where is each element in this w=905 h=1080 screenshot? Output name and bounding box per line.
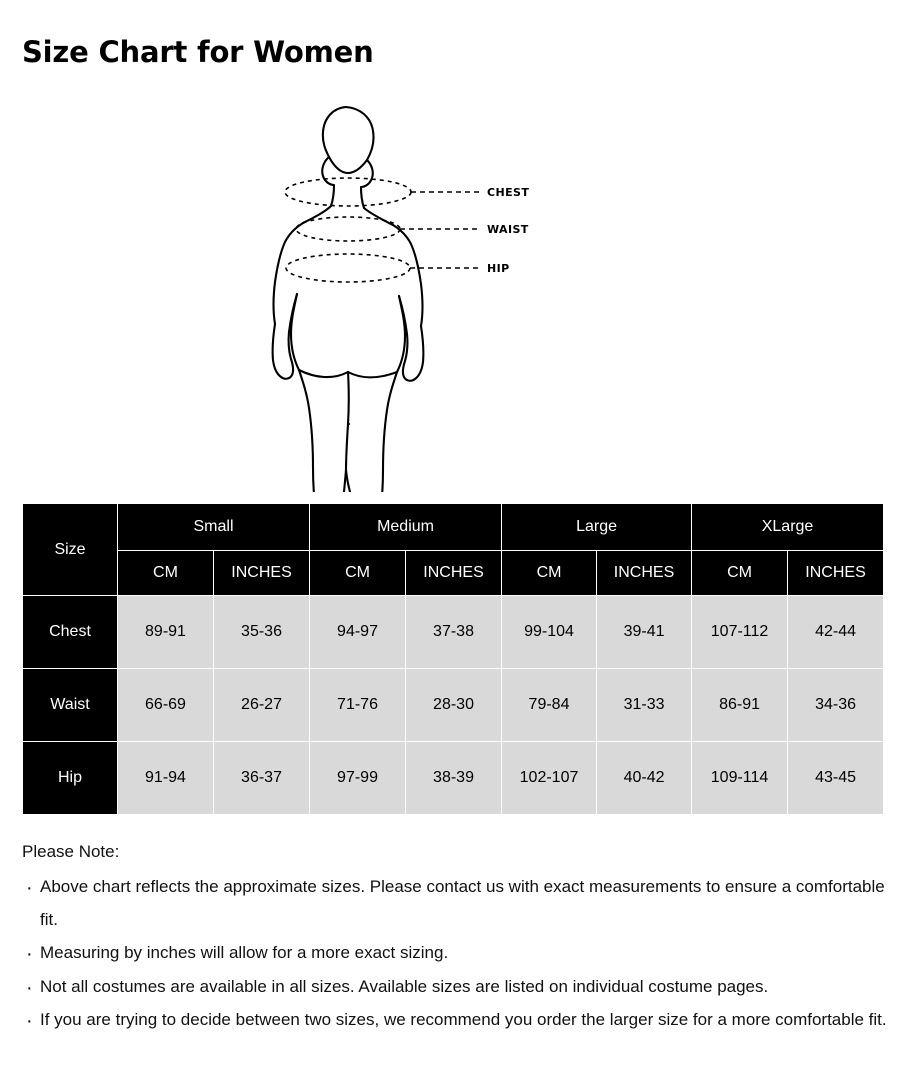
cell-waist-xlarge-cm: 86-91 [692,669,788,742]
hip-ellipse [286,254,410,282]
row-label-waist: Waist [23,669,118,742]
cell-hip-large-cm: 102-107 [502,742,597,815]
chest-ellipse [285,178,411,206]
cell-chest-xlarge-cm: 107-112 [692,596,788,669]
cell-waist-large-inches: 31-33 [597,669,692,742]
header-unit-small-inches: INCHES [214,551,310,596]
header-unit-medium-cm: CM [310,551,406,596]
notes-heading: Please Note: [22,842,120,861]
header-size-medium: Medium [310,504,502,551]
cell-waist-xlarge-inches: 34-36 [788,669,884,742]
cell-chest-medium-inches: 37-38 [406,596,502,669]
cell-chest-small-cm: 89-91 [118,596,214,669]
cell-chest-xlarge-inches: 42-44 [788,596,884,669]
header-size-large: Large [502,504,692,551]
table-row [23,742,884,815]
size-table [22,503,884,815]
cell-hip-xlarge-inches: 43-45 [788,742,884,815]
header-size-small: Small [118,504,310,551]
waist-ellipse [296,217,400,241]
cell-waist-medium-cm: 71-76 [310,669,406,742]
header-size-corner: Size [23,504,118,596]
header-unit-xlarge-cm: CM [692,551,788,596]
notes-list [22,870,892,1036]
table-header-sizes [23,504,884,551]
cell-waist-small-inches: 26-27 [214,669,310,742]
table-row [23,669,884,742]
cell-chest-small-inches: 35-36 [214,596,310,669]
cell-hip-xlarge-cm: 109-114 [692,742,788,815]
note-item-4: · If you are trying to decide between two sizes, we recommend you order the larger size for a more comfortable fit. [22,1003,892,1036]
header-unit-large-inches: INCHES [597,551,692,596]
note-item-2: · Measuring by inches will allow for a more exact sizing. [22,936,892,969]
header-unit-xlarge-inches: INCHES [788,551,884,596]
chest-label: CHEST [486,186,529,199]
note-item-3: · Not all costumes are available in all sizes. Available sizes are listed on individual costume pages. [22,970,892,1003]
cell-chest-large-inches: 39-41 [597,596,692,669]
body-measurement-figure [0,72,905,492]
header-unit-large-cm: CM [502,551,597,596]
cell-hip-small-inches: 36-37 [214,742,310,815]
page-title: Size Chart for Women [22,35,374,70]
row-label-hip: Hip [23,742,118,815]
cell-hip-large-inches: 40-42 [597,742,692,815]
note-item-1: · Above chart reflects the approximate sizes. Please contact us with exact measurements to ensure a comfortable fit. [22,870,892,936]
cell-waist-medium-inches: 28-30 [406,669,502,742]
cell-hip-small-cm: 91-94 [118,742,214,815]
hip-label: HIP [486,262,510,275]
size-table-wrapper [22,503,883,815]
cell-hip-medium-cm: 97-99 [310,742,406,815]
table-header-units [23,551,884,596]
cell-chest-large-cm: 99-104 [502,596,597,669]
waist-label: WAIST [486,223,529,236]
cell-hip-medium-inches: 38-39 [406,742,502,815]
table-row [23,596,884,669]
cell-waist-large-cm: 79-84 [502,669,597,742]
female-body-outline-icon [163,72,743,492]
cell-chest-medium-cm: 94-97 [310,596,406,669]
header-unit-small-cm: CM [118,551,214,596]
header-unit-medium-inches: INCHES [406,551,502,596]
notes-section [22,835,892,1036]
cell-waist-small-cm: 66-69 [118,669,214,742]
row-label-chest: Chest [23,596,118,669]
header-size-xlarge: XLarge [692,504,884,551]
